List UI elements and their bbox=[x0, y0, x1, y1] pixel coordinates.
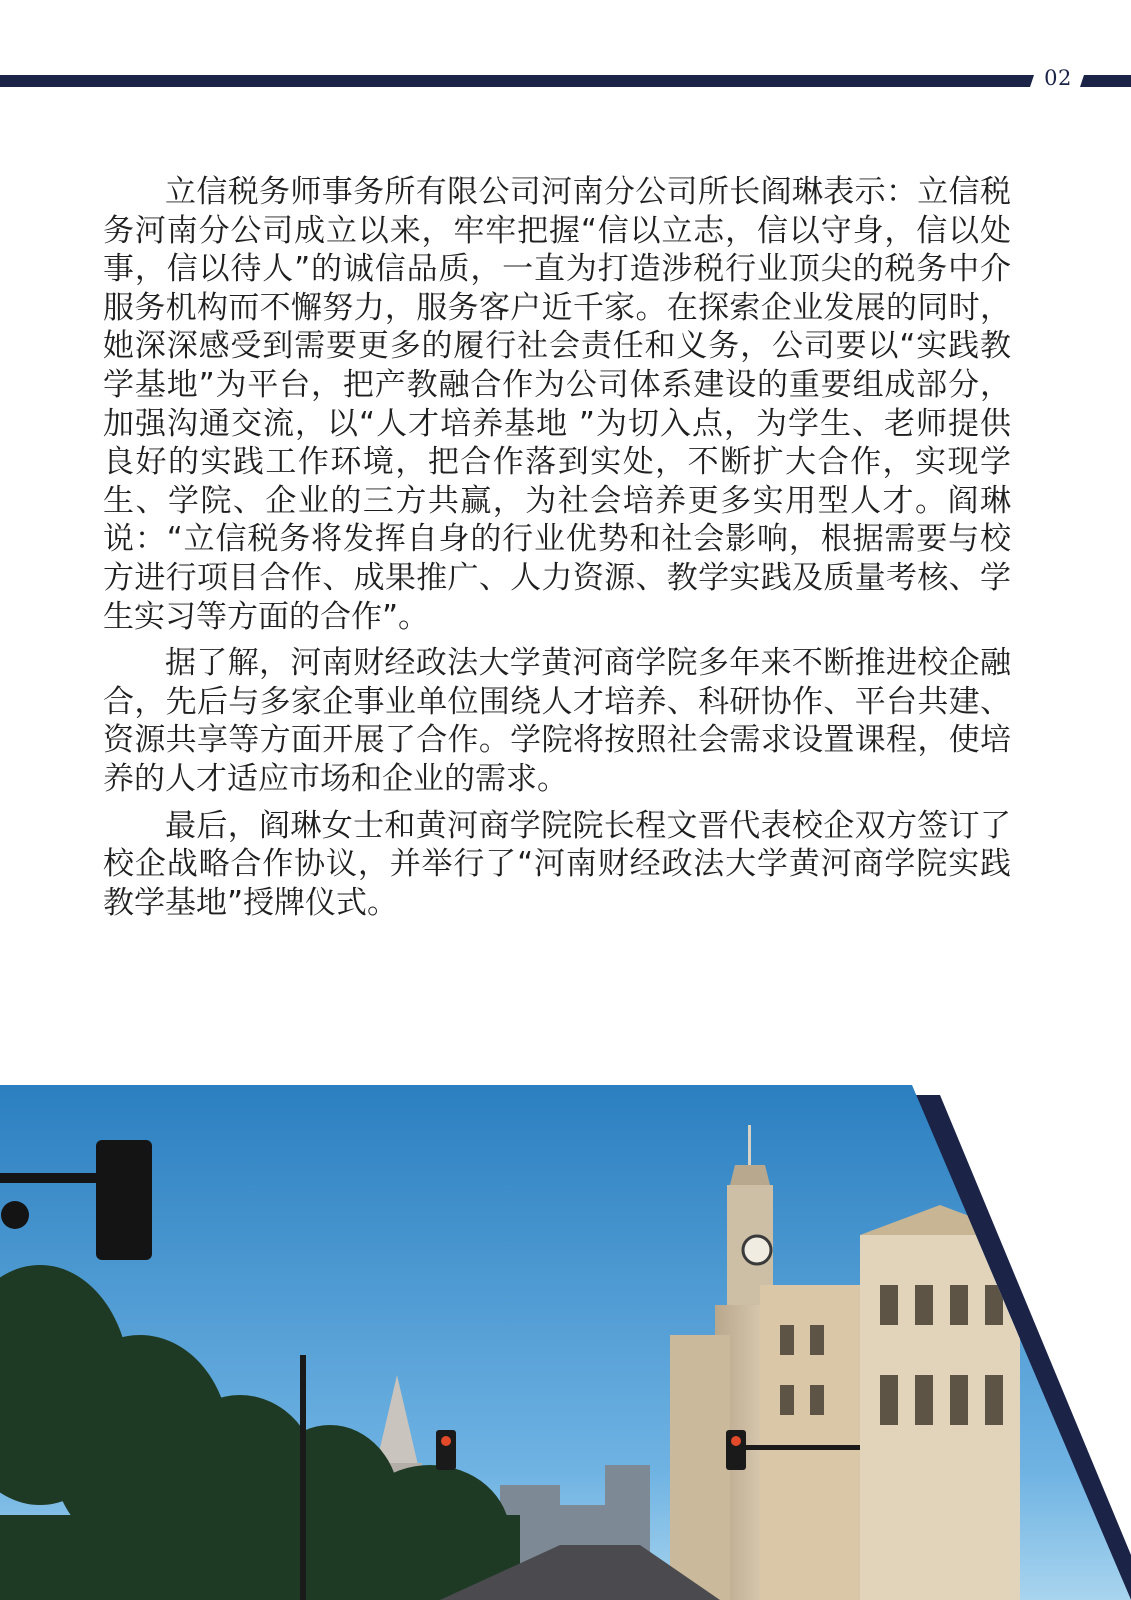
city-street-photo bbox=[0, 1085, 1131, 1600]
article-body bbox=[103, 173, 1011, 930]
header-rule-right bbox=[1080, 75, 1131, 87]
paragraph-3: 最后，阎琳女士和黄河商学院院长程文晋代表校企双方签订了校企战略合作协议，并举行了“河南财经政法大学黄河商学院实践教学基地”授牌仪式。 bbox=[103, 807, 1011, 921]
paragraph-2: 据了解，河南财经政法大学黄河商学院多年来不断推进校企融合，先后与多家企事业单位围绕人才培养、科研协作、平台共建、资源共享等方面开展了合作。学院将按照社会需求设置课程，使培养的人才适应市场和企业的需求。 bbox=[103, 645, 1011, 797]
header-rule bbox=[0, 0, 1131, 100]
header-rule-left bbox=[0, 75, 1034, 87]
paragraph-1: 立信税务师事务所有限公司河南分公司所长阎琳表示：立信税务河南分公司成立以来，牢牢把握“信以立志，信以守身，信以处事，信以待人”的诚信品质，一直为打造涉税行业顶尖的税务中介服务机构而不懈努力，服务客户近千家。在探索企业发展的同时，她深深感受到需要更多的履行社会责任和义务，公司要以“实践教学基地”为平台，把产教融合作为公司体系建设的重要组成部分，加强沟通交流，以“人才培养基地 ”为切入点，为学生、老师提供良好的实践工作环境，把合作落到实处，不断扩大合作，实现学生、学院、企业的三方共赢，为社会培养更多实用型人才。阎琳说：“立信税务将发挥自身的行业优势和社会影响，根据需要与校方进行项目合作、成果推广、人力资源、教学实践及质量考核、学生实习等方面的合作”。 bbox=[103, 174, 1011, 635]
page-number: 02 bbox=[1044, 66, 1072, 90]
